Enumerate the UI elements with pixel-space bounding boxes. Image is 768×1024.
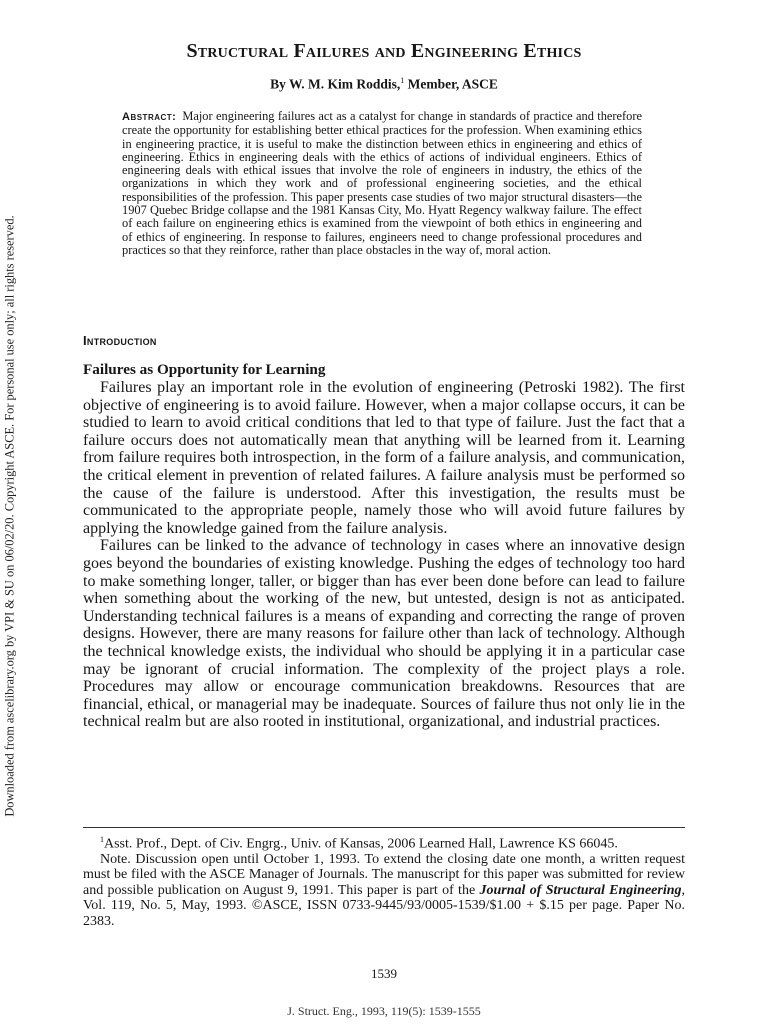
abstract	[122, 110, 642, 257]
section-heading-introduction: Introduction	[83, 333, 157, 348]
body-paragraph: Failures can be linked to the advance of technology in cases where an innovative design goes beyond the boundaries of existing knowledge. Pushing the edges of technology too hard to make something longer, taller, or bigger than has ever been done before can lead to failure when something about the working of the new, but untested, design is not as anticipated. Understanding technical failures is a means of expanding and correcting the range of proven designs. However, there are many reasons for failure other than lack of technology. Although the technical knowledge exists, the individual who should be applying it in a particular case may be ignorant of crucial information. The complexity of the project plays a role. Procedures may allow or encourage communication breakdowns. Resources that are financial, ethical, or managerial may be inadequate. Sources of failure thus not only lie in the technical realm but are also rooted in institutional, organizational, and industrial practices.	[83, 537, 685, 731]
footnote-discussion-note	[83, 852, 685, 929]
footnote-mark: 1	[100, 835, 104, 844]
body-paragraph: Failures play an important role in the evolution of engineering (Petroski 1982). The first objective of engineering is to avoid failure. However, when a major collapse occurs, it can be studied to learn to avoid critical conditions that led to that type of failure. Just the fact that a failure occurs does not automatically mean that anything will be learned from it. Learning from failure requires both introspection, in the form of a failure analysis, and communication, the critical element in prevention of related failures. A failure analysis must be performed so the cause of the failure is understood. After this investigation, the results must be communicated to the appropriate people, namely those who will avoid future failures by applying the knowledge gained from the failure analysis.	[83, 379, 685, 537]
abstract-label: Abstract:	[122, 111, 177, 123]
affiliation-text: Asst. Prof., Dept. of Civ. Engrg., Univ. of Kansas, 2006 Learned Hall, Lawrence KS 66045.	[104, 836, 618, 852]
footnotes	[83, 832, 685, 929]
note-text-start: Note. Discussion open until October 1, 1993. To extend the closing date one month, a written request must be filed with the ASCE Manager of Journals. The manuscript for this paper was submitted for review and possible publication on August 9, 1991. This paper is part of the	[83, 852, 685, 898]
author-footnote-mark: 1	[400, 76, 405, 85]
abstract-text: Major engineering failures act as a catalyst for change in standards of practice and therefore create the opportunity for establishing better ethical practices for the profession. When examining ethics in engineering practice, it is useful to make the distinction between ethics in engineering and ethics of engineering. Ethics in engineering deals with the ethics of actions of individual engineers. Ethics of engineering deals with ethical issues that involve the role of engineers in industry, the ethics of the organizations in which they work and of professional engineering societies, and the ethical responsibilities of the profession. This paper presents case studies of two major structural disasters—the 1907 Quebec Bridge collapse and the 1981 Kansas City, Mo. Hyatt Regency walkway failure. The effect of each failure on engineering ethics is examined from the viewpoint of both ethics in engineering and of ethics of engineering. In response to failures, engineers need to change professional procedures and practices so that they reinforce, rather than place obstacles in the way of, moral action.	[122, 109, 642, 257]
author-name: By W. M. Kim Roddis,	[270, 76, 401, 92]
author-membership: Member, ASCE	[404, 76, 498, 92]
download-notice-text: Downloaded from ascelibrary.org by VPI & SU on 06/02/20. Copyright ASCE. For personal use only; all rights reserved.	[2, 215, 17, 817]
footnote-affiliation	[83, 832, 685, 852]
subsection-heading: Failures as Opportunity for Learning	[83, 361, 326, 378]
download-notice	[2, 186, 18, 846]
page-number: 1539	[371, 966, 397, 981]
journal-citation: J. Struct. Eng., 1993, 119(5): 1539-1555	[287, 1004, 481, 1018]
journal-name: Journal of Structural Engineering	[479, 882, 682, 898]
author-byline	[0, 76, 768, 93]
note-text-end: , Vol. 119, No. 5, May, 1993. ©ASCE, ISSN 0733-9445/93/0005-1539/$1.00 + $.15 per page. Paper No. 2383.	[83, 882, 685, 929]
footnote-divider	[83, 827, 685, 828]
paper-title: Structural Failures and Engineering Ethics	[186, 40, 582, 62]
body-text	[83, 379, 685, 731]
